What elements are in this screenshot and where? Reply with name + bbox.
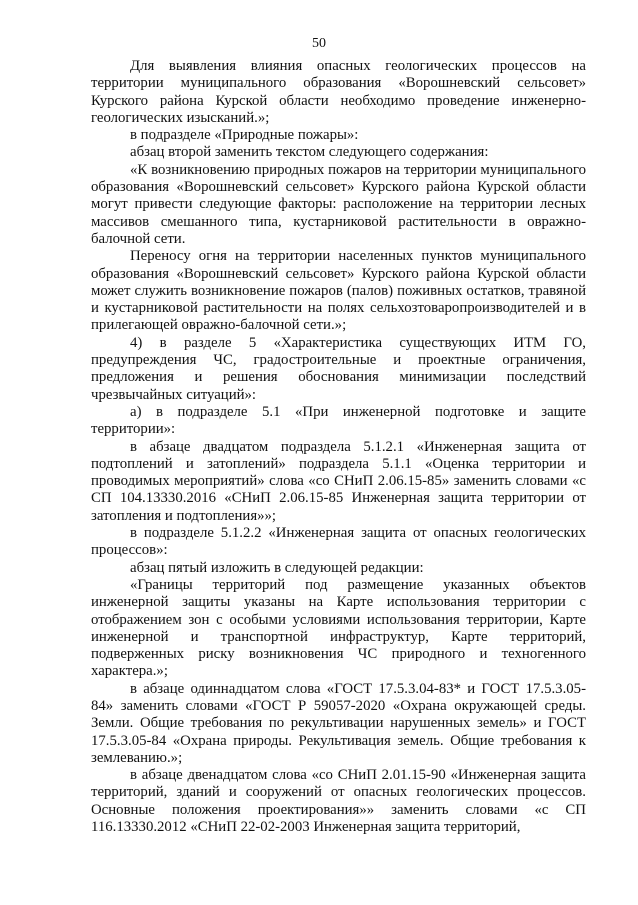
paragraph-subsection-5-1-2-2: в подразделе 5.1.2.2 «Инженерная защита от опасных геологических процессов»: (91, 525, 586, 559)
paragraph-natural-fires-subsection: в подразделе «Природные пожары»: (130, 127, 359, 144)
paragraph-fire-factors: «К возникновению природных пожаров на территории муниципального образования «Ворошневский сельсовет» Курского района Курской области могут привести следующие факторы: расположение на территории лесных массивов смешанного типа, кустарниковой растительности в овражно-балочной сети. (91, 161, 586, 247)
paragraph-gost-replacement: в абзаце одиннадцатом слова «ГОСТ 17.5.3.04-83* и ГОСТ 17.5.3.05-84» заменить словами «ГОСТ Р 59057-2020 «Охрана окружающей среды. Земли. Общие требования по рекультивации нарушенных земель» и ГОСТ 17.5.3.05-84 «Охрана природы. Рекультивация земель. Общие требования к землеванию.»; (91, 680, 586, 766)
paragraph-geological-surveys: Для выявления влияния опасных геологических процессов на территории муниципального образования «Ворошневский сельсовет» Курского района Курской области необходимо проведение инженерно-геологических изысканий.»; (91, 58, 586, 126)
document-body (91, 58, 586, 836)
paragraph-fire-spread: Переносу огня на территории населенных пунктов муниципального образования «Ворошневский сельсовет» Курского района Курской области может служить возникновение пожаров (палов) поживных остатков, травяной и кустарниковой растительности на полях сельхозтоваропроизводителей и в прилегающей овражно-балочной сети.»; (91, 248, 586, 334)
paragraph-territory-boundaries: «Границы территорий под размещение указанных объектов инженерной защиты указаны на Карте использования территории с отображением зон с особыми условиями использования территории, Карте инженерной и транспортной инфраструктур, Карте территорий, подверженных риску возникновения ЧС природного и техногенного характера.»; (91, 576, 586, 680)
page-number: 50 (312, 36, 326, 51)
paragraph-section-5: 4) в разделе 5 «Характеристика существующих ИТМ ГО, предупреждения ЧС, градостроительные и проектные ограничения, предложения и решения обоснования минимизации последствий чрезвычайных ситуаций»: (91, 334, 586, 403)
paragraph-snip-replacement: в абзаце двенадцатом слова «со СНиП 2.01.15-90 «Инженерная защита территорий, зданий и сооружений от опасных геологических процессов. Основные положения проектирования»» заменить словами «с СП 116.13330.2012 «СНиП 22-02-2003 Инженерная защита территорий, (91, 767, 586, 836)
paragraph-fifth-abzac: абзац пятый изложить в следующей редакции: (130, 559, 424, 576)
paragraph-subsection-5-1: а) в подразделе 5.1 «При инженерной подготовке и защите территории»: (91, 403, 586, 438)
paragraph-replace-second-abzac: абзац второй заменить текстом следующего содержания: (130, 144, 489, 161)
paragraph-flood-protection: в абзаце двадцатом подраздела 5.1.2.1 «Инженерная защита от подтоплений и затоплений» подраздела 5.1.1 «Оценка территории и проводимых мероприятий» слова «со СНиП 2.06.15-85» заменить словами «с СП 104.13330.2016 «СНиП 2.06.15-85 Инженерная защита территории от затопления и подтопления»»; (91, 438, 586, 524)
